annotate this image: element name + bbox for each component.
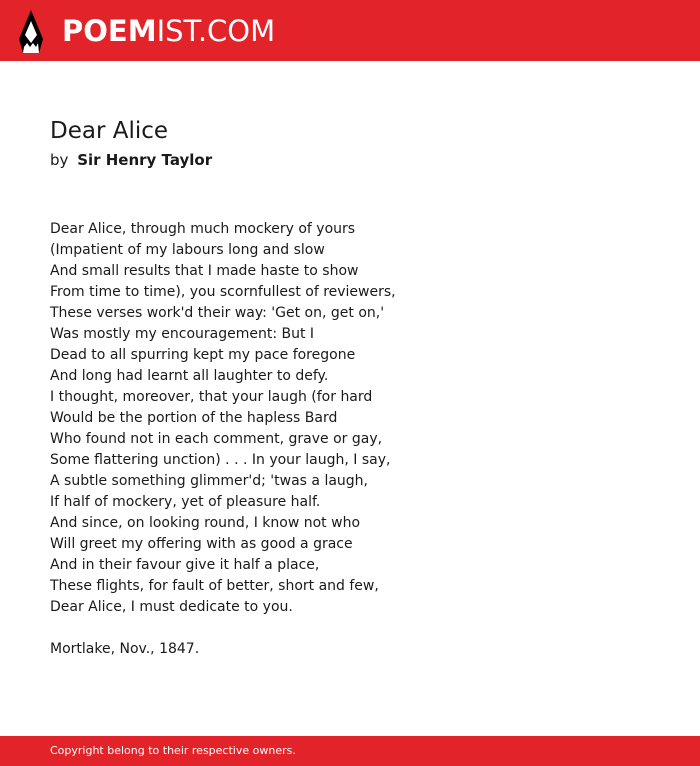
poem-line: And in their favour give it half a place, bbox=[50, 557, 320, 573]
poem-line: From time to time), you scornfullest of reviewers, bbox=[50, 284, 396, 300]
poem-line: Will greet my offering with as good a grace bbox=[50, 536, 353, 552]
poem-line: Dear Alice, through much mockery of yours bbox=[50, 221, 356, 237]
poem-line: Dear Alice, I must dedicate to you. bbox=[50, 599, 293, 615]
poem-line: These verses work'd their way: 'Get on, get on,' bbox=[50, 305, 385, 321]
poem-line: And long had learnt all laughter to defy. bbox=[50, 368, 329, 384]
poem-line: Who found not in each comment, grave or gay, bbox=[50, 431, 383, 447]
poem-line: And small results that I made haste to show bbox=[50, 263, 359, 279]
poem-title: Dear Alice bbox=[50, 118, 169, 144]
logo-text-light: IST.COM bbox=[156, 14, 276, 48]
site-footer bbox=[0, 736, 700, 766]
copyright-text: Copyright belong to their respective owners. bbox=[50, 744, 296, 757]
poem-body bbox=[50, 219, 650, 618]
poem-line: These flights, for fault of better, short and few, bbox=[50, 578, 379, 594]
poem-line: And since, on looking round, I know not who bbox=[50, 515, 361, 531]
poem-line: Some flattering unction) . . . In your laugh, I say, bbox=[50, 452, 391, 468]
poem-line: If half of mockery, yet of pleasure half. bbox=[50, 494, 321, 510]
poem-content bbox=[50, 112, 650, 660]
poem-line: Would be the portion of the hapless Bard bbox=[50, 410, 338, 426]
pencil-icon bbox=[18, 9, 44, 53]
logo-text-strong: POEM bbox=[62, 14, 157, 48]
by-label: by bbox=[50, 151, 69, 169]
author-name[interactable]: Sir Henry Taylor bbox=[77, 151, 213, 169]
site-header bbox=[0, 0, 700, 61]
poem-line: A subtle something glimmer'd; 'twas a laugh, bbox=[50, 473, 369, 489]
poem-byline bbox=[50, 150, 650, 170]
poem-line: Was mostly my encouragement: But I bbox=[50, 326, 315, 342]
poem-line: Dead to all spurring kept my pace foregone bbox=[50, 347, 356, 363]
poem-line: I thought, moreover, that your laugh (for hard bbox=[50, 389, 373, 405]
logo-text bbox=[62, 9, 275, 53]
poem-signature: Mortlake, Nov., 1847. bbox=[50, 641, 200, 657]
poem-line: (Impatient of my labours long and slow bbox=[50, 242, 325, 258]
site-logo[interactable] bbox=[18, 9, 275, 53]
